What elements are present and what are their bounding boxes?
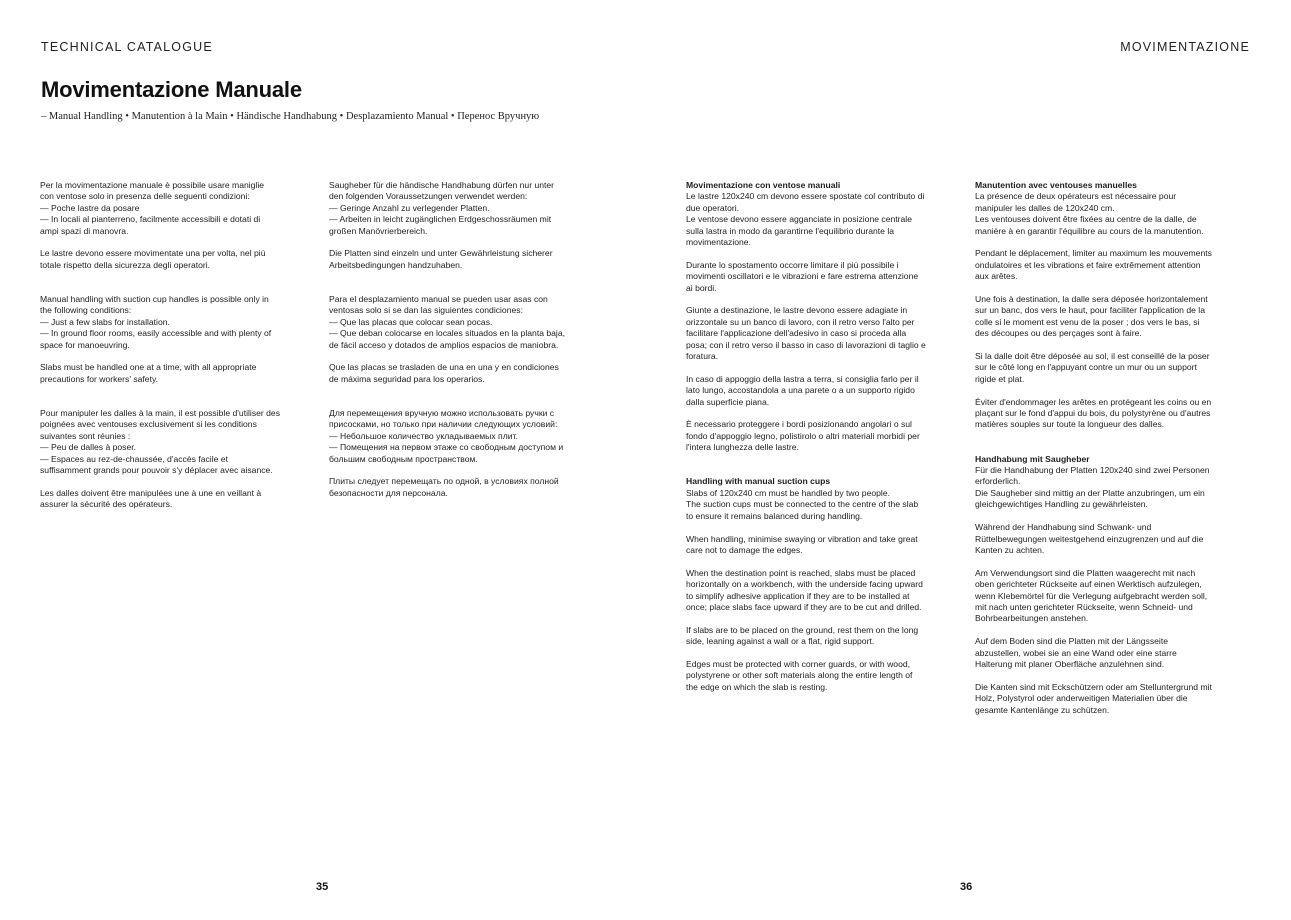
en-conditions-paragraph <box>40 294 280 351</box>
it-handling-section <box>686 180 926 248</box>
en-handling-section <box>686 476 926 522</box>
de-handling-p4: Auf dem Boden sind die Platten mit der Längsseite abzustellen, wobei sie an eine Wand oder eine starre Halterung mit planer Oberfläche anzulehnen sind. <box>975 636 1177 669</box>
de-handling-p1b: Die Saugheber sind mittig an der Platte anzubringen, um ein gleichgewichtiges Handling zu gewährleisten. <box>975 487 1205 510</box>
it-handling-p1a: Le lastre 120x240 cm devono essere spostate col contributo di due operatori. <box>686 191 925 213</box>
it-handling-p5: È necessario proteggere i bordi posizionando angolari o sul fondo d'appoggio legno, polistirolo o altri materiali morbidi per l'intera lunghezza delle lastre. <box>686 419 920 453</box>
fr-safety-paragraph: Les dalles doivent être manipulées une à une en veillant à assurer la sécurité des opérateurs. <box>40 487 262 510</box>
en-handling-p5: Edges must be protected with corner guards, or with wood, polystyrene or other soft materials along the entire length of the edge on which the slab is resting. <box>686 658 913 692</box>
ru-condition-2: — Помещения на первом этаже со свободным доступом и большим свободным пространством. <box>329 442 564 464</box>
fr-handling-p1b: Les ventouses doivent être fixées au centre de la dalle, de manière à en garantir l'équilibre au cours de la manutention. <box>975 214 1204 236</box>
fr-intro: Pour manipuler les dalles à la main, il est possible d'utiliser des poignées avec ventouses exclusivement si les conditions suivantes sont réunies : <box>40 408 280 441</box>
de-condition-2: — Arbeiten in leicht zugänglichen Erdgeschossräumen mit großen Manövrierbereich. <box>329 214 552 236</box>
text-column-3 <box>686 180 926 705</box>
it-handling-heading: Movimentazione con ventose manuali <box>686 180 841 190</box>
de-conditions-paragraph <box>329 180 569 237</box>
de-safety-paragraph: Die Platten sind einzeln und unter Gewährleistung sicherer Arbeitsbedingungen handzuhaben. <box>329 248 553 270</box>
en-handling-p1a: Slabs of 120x240 cm must be handled by two people. <box>686 487 890 498</box>
catalogue-label: TECHNICAL CATALOGUE <box>41 40 213 54</box>
de-handling-heading: Handhabung mit Saugheber <box>975 453 1090 464</box>
ru-conditions-paragraph <box>329 408 569 465</box>
de-handling-p5: Die Kanten sind mit Eckschützern oder am Stelluntergrund mit Holz, Polystyrol oder anderweitigen Materialien über die gesamte Kantenlänge zu schützen. <box>975 681 1212 715</box>
es-conditions-paragraph <box>329 294 569 351</box>
page-number-left: 35 <box>316 881 329 893</box>
fr-handling-p2: Pendant le déplacement, limiter au maximum les mouvements ondulatoires et les vibrations et faire extrêmement attention aux arêtes. <box>975 248 1212 282</box>
ru-condition-1: — Небольшое количество укладываемых плит. <box>329 430 518 441</box>
it-handling-p1b: Le ventose devono essere agganciate in posizione centrale sulla lastra in modo da garantirne l'equilibrio durante la movimentazione. <box>686 214 912 248</box>
en-handling-p3: When the destination point is reached, slabs must be placed horizontally on a workbench, with the underside facing upward to simplify adhesive application if they are to be installed at once; place slabs face upward if they are to be cut and drilled. <box>686 567 923 612</box>
en-handling-p4: If slabs are to be placed on the ground, rest them on the long side, leaning against a wall or a flat, rigid support. <box>686 624 919 647</box>
fr-handling-p5: Éviter d'endommager les arêtes en protégeant les coins ou en plaçant sur le fond d'appui du bois, du polystyrène ou d'autres matières souples sur toute la longueur des dalles. <box>975 396 1212 430</box>
fr-handling-p1a: La présence de deux opérateurs est nécessaire pour manipuler les dalles de 120x240 cm. <box>975 191 1177 213</box>
text-column-4 <box>975 180 1215 727</box>
text-column-2 <box>329 180 569 511</box>
page-subtitle: – Manual Handling • Manutention à la Main • Händische Handhabung • Desplazamiento Manual • Перенос Вручную <box>41 111 540 122</box>
page-title: Movimentazione Manuale <box>41 77 302 102</box>
en-safety-paragraph: Slabs must be handled one at a time, with all appropriate precautions for workers' safety. <box>40 362 257 384</box>
en-intro: Manual handling with suction cup handles is possible only in the following conditions: <box>40 294 269 316</box>
es-condition-1: — Que las placas que colocar sean pocas. <box>329 316 493 327</box>
en-handling-heading: Handling with manual suction cups <box>686 476 831 487</box>
it-handling-p2: Durante lo spostamento occorre limitare il più possibile i movimenti oscillatori e le vibrazioni e fare estrema attenzione ai bordi. <box>686 259 919 293</box>
en-condition-2: — In ground floor rooms, easily accessible and with plenty of space for manoeuvring. <box>40 328 272 350</box>
fr-handling-p4: Si la dalle doit être déposée au sol, il est conseillé de la poser sur le côté long en l'appuyant contre un mur ou un support rigide et plat. <box>975 351 1210 384</box>
es-intro: Para el desplazamiento manual se pueden usar asas con ventosas solo si se dan las siguientes condiciones: <box>329 294 548 316</box>
it-intro: Per la movimentazione manuale è possibile usare maniglie con ventose solo in presenza delle seguenti condizioni: <box>40 180 265 202</box>
ru-safety-paragraph: Плиты следует перемещать по одной, в условиях полной безопасности для персонала. <box>329 476 559 498</box>
de-handling-section <box>975 454 1215 511</box>
de-handling-p2: Während der Handhabung sind Schwank- und Rüttelbewegungen weitestgehend einzugrenzen und auf die Kanten zu achten. <box>975 522 1204 555</box>
en-handling-p1b: The suction cups must be connected to the centre of the slab to ensure it remains balanced during handling. <box>686 499 919 521</box>
es-safety-paragraph: Que las placas se trasladen de una en una y en condiciones de máxima seguridad para los operarios. <box>329 362 559 384</box>
it-handling-p3: Giunte a destinazione, le lastre devono essere adagiate in orizzontale su un banco di lavoro, con il retro verso l'alto per facilitare l'applicazione dell'adesivo in caso si proceda alla posa; con il retro verso il basso in caso di lavorazioni di taglio e foratura. <box>686 305 926 362</box>
fr-handling-section <box>975 180 1215 237</box>
de-handling-p3: Am Verwendungsort sind die Platten waagerecht mit nach oben gerichteter Rückseite auf einen Werktisch aufzulegen, wenn Klebemörtel für die Verlegung aufgebracht werden soll, mit nach unten gerichteter Rückseite, wenn Schneid- und Bohrbearbeitungen anstehen. <box>975 567 1208 624</box>
fr-conditions-paragraph <box>40 408 280 476</box>
it-safety-paragraph: Le lastre devono essere movimentate una per volta, nel più totale rispetto della sicurezza degli operatori. <box>40 248 266 270</box>
it-condition-1: — Poche lastre da posare <box>40 202 140 213</box>
de-condition-1: — Geringe Anzahl zu verlegender Platten. <box>329 202 490 213</box>
fr-condition-1: — Peu de dalles à poser. <box>40 442 137 453</box>
it-conditions-paragraph <box>40 180 280 237</box>
fr-handling-heading: Manutention avec ventouses manuelles <box>975 180 1137 190</box>
fr-handling-p3: Une fois à destination, la dalle sera déposée horizontalement sur un banc, dos vers le haut, pour faciliter l'application de la colle si le moment est venu de la poser ; dos vers le bas, si des découpes ou des perçages sont à faire. <box>975 294 1208 339</box>
page-number-right: 36 <box>960 881 973 893</box>
fr-condition-2: — Espaces au rez-de-chaussée, d'accès facile et suffisamment grands pour pouvoir s'y déplacer avec aisance. <box>40 453 273 476</box>
ru-intro: Для перемещения вручную можно использовать ручки с присосками, но только при наличии следующих условий: <box>329 408 558 430</box>
it-condition-2: — In locali al pianterreno, facilmente accessibili e dotati di ampi spazi di manovra. <box>40 214 261 236</box>
section-label: MOVIMENTAZIONE <box>1120 40 1250 54</box>
de-handling-p1a: Für die Handhabung der Platten 120x240 sind zwei Personen erforderlich. <box>975 465 1210 487</box>
en-handling-p2: When handling, minimise swaying or vibration and take great care not to damage the edges. <box>686 533 918 555</box>
es-condition-2: — Que deban colocarse en locales situados en la planta baja, de fácil acceso y dotados de amplios espacios de maniobra. <box>329 328 566 350</box>
de-intro: Saugheber für die händische Handhabung dürfen nur unter den folgenden Voraussetzungen verwendet werden: <box>329 180 555 202</box>
text-column-1 <box>40 180 280 522</box>
en-condition-1: — Just a few slabs for installation. <box>40 316 170 327</box>
it-handling-p4: In caso di appoggio della lastra a terra, si consiglia farlo per il lato lungo, accostandola a una parete o a un supporto rigido dalla superficie piana. <box>686 373 919 407</box>
